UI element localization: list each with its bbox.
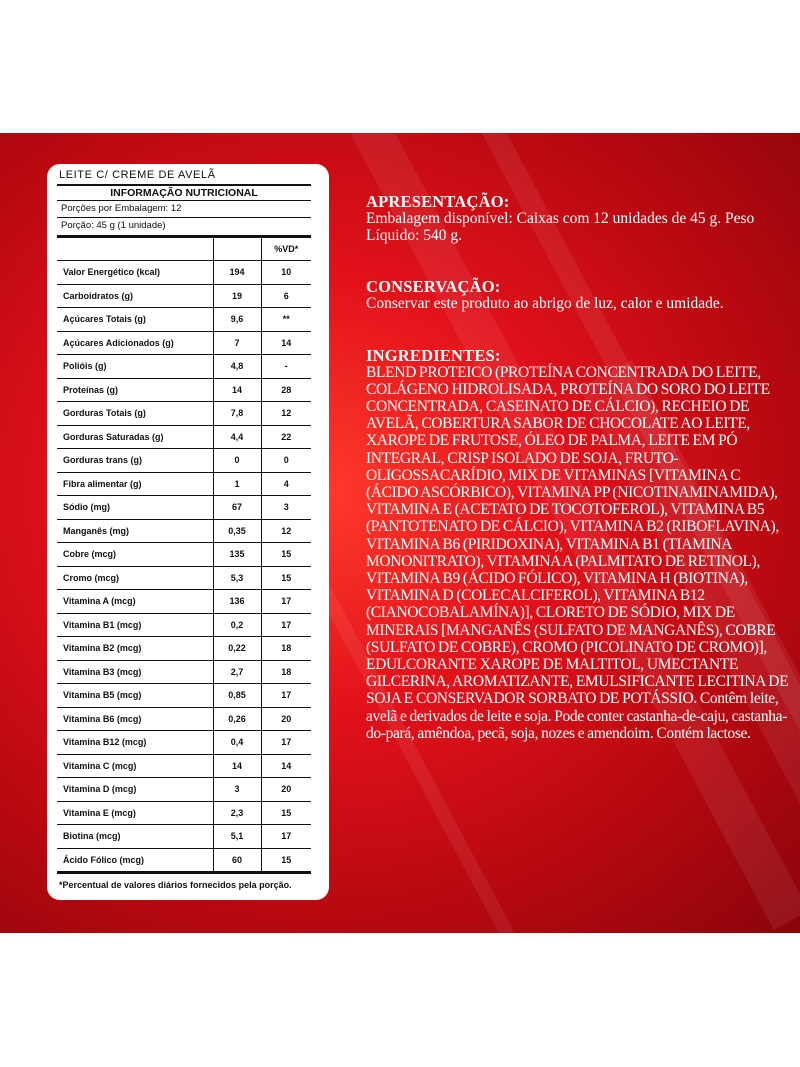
table-row <box>57 754 311 778</box>
nutrient-name: Gorduras Totais (g) <box>57 402 213 426</box>
nutrient-quantity: 136 <box>213 590 261 614</box>
nutrient-quantity: 0 <box>213 449 261 473</box>
nutrient-name: Vitamina A (mcg) <box>57 590 213 614</box>
nutrient-name: Cromo (mcg) <box>57 566 213 590</box>
conservation-text: Conservar este produto ao abrigo de luz, calor e umidade. <box>366 295 724 313</box>
table-row <box>57 707 311 731</box>
table-row <box>57 331 311 355</box>
nutrient-name: Fibra alimentar (g) <box>57 472 213 496</box>
nutrient-name: Vitamina B3 (mcg) <box>57 660 213 684</box>
servings-per-pack: Porções por Embalagem: 12 <box>57 201 311 218</box>
nutrient-quantity: 7,8 <box>213 402 261 426</box>
nutrient-quantity: 14 <box>213 378 261 402</box>
nutrient-daily-value: 15 <box>261 848 311 872</box>
nutrient-name: Ácido Fólico (mcg) <box>57 848 213 872</box>
nutrient-daily-value: 6 <box>261 284 311 308</box>
nutrient-name: Valor Energético (kcal) <box>57 261 213 285</box>
nutrient-name: Vitamina C (mcg) <box>57 754 213 778</box>
table-row <box>57 590 311 614</box>
nutrient-daily-value: 17 <box>261 613 311 637</box>
nutrient-quantity: 1 <box>213 472 261 496</box>
nutrient-daily-value: 14 <box>261 331 311 355</box>
table-row <box>57 543 311 567</box>
nutrient-name: Vitamina B12 (mcg) <box>57 731 213 755</box>
nutrient-name: Vitamina B6 (mcg) <box>57 707 213 731</box>
product-name: LEITE C/ CREME DE AVELÃ <box>59 169 216 181</box>
nutrient-quantity: 5,1 <box>213 825 261 849</box>
vd-header: %VD* <box>261 238 311 261</box>
nutrient-daily-value: 15 <box>261 801 311 825</box>
nutrient-name: Proteínas (g) <box>57 378 213 402</box>
nutrient-daily-value: 28 <box>261 378 311 402</box>
nutrient-quantity: 0,85 <box>213 684 261 708</box>
nutrient-quantity: 67 <box>213 496 261 520</box>
table-row <box>57 425 311 449</box>
nutrition-table-box <box>57 184 311 900</box>
table-row <box>57 684 311 708</box>
nutrient-quantity: 0,4 <box>213 731 261 755</box>
table-row <box>57 261 311 285</box>
nutrient-name: Sódio (mg) <box>57 496 213 520</box>
nutrient-quantity: 0,35 <box>213 519 261 543</box>
conservation-title: CONSERVAÇÃO: <box>366 277 501 297</box>
nutrient-daily-value: - <box>261 355 311 379</box>
table-row <box>57 496 311 520</box>
table-row <box>57 402 311 426</box>
nutrient-daily-value: ** <box>261 308 311 332</box>
nutrient-quantity: 0,26 <box>213 707 261 731</box>
nutrient-name: Açúcares Adicionados (g) <box>57 331 213 355</box>
nutrient-name: Vitamina D (mcg) <box>57 778 213 802</box>
nutrient-name: Gorduras trans (g) <box>57 449 213 473</box>
nutrient-quantity: 19 <box>213 284 261 308</box>
table-row <box>57 284 311 308</box>
table-row <box>57 660 311 684</box>
nutrient-name: Carboidratos (g) <box>57 284 213 308</box>
nutrient-quantity: 0,2 <box>213 613 261 637</box>
nutrient-quantity: 2,3 <box>213 801 261 825</box>
nutrient-name: Manganês (mg) <box>57 519 213 543</box>
nutrient-daily-value: 12 <box>261 402 311 426</box>
nutrient-daily-value: 20 <box>261 707 311 731</box>
nutrient-daily-value: 3 <box>261 496 311 520</box>
table-row <box>57 449 311 473</box>
nutrient-daily-value: 14 <box>261 754 311 778</box>
nutrient-daily-value: 18 <box>261 660 311 684</box>
nutrient-daily-value: 22 <box>261 425 311 449</box>
table-row <box>57 848 311 872</box>
nutrient-daily-value: 20 <box>261 778 311 802</box>
nutrient-name: Gorduras Saturadas (g) <box>57 425 213 449</box>
nutrient-daily-value: 15 <box>261 543 311 567</box>
nutrient-name: Vitamina B5 (mcg) <box>57 684 213 708</box>
table-row <box>57 825 311 849</box>
nutrition-table <box>57 237 311 872</box>
nutrient-quantity: 194 <box>213 261 261 285</box>
table-row <box>57 378 311 402</box>
footnote: *Percentual de valores diários fornecidos pela porção. <box>57 872 311 900</box>
nutrient-quantity: 4,4 <box>213 425 261 449</box>
table-row <box>57 778 311 802</box>
table-header-row <box>57 238 311 261</box>
nutrient-name: Açúcares Totais (g) <box>57 308 213 332</box>
presentation-text: Embalagem disponível: Caixas com 12 unidades de 45 g. Peso Líquido: 540 g. <box>366 210 755 245</box>
nutrient-daily-value: 17 <box>261 590 311 614</box>
nutrient-daily-value: 17 <box>261 684 311 708</box>
nutrient-daily-value: 10 <box>261 261 311 285</box>
nutrient-quantity: 2,7 <box>213 660 261 684</box>
ingredients-text: BLEND PROTEICO (PROTEÍNA CONCENTRADA DO LEITE, COLÁGENO HIDROLISADA, PROTEÍNA DO SORO DO LEITE CONCENTRADA, CASEINATO DE CÁLCIO), RECHEIO DE AVELÃ, COBERTURA SABOR DE CHOCOLATE AO LEITE, XAROPE DE FRUTOSE, ÓLEO DE PALMA, LEITE EM PÓ INTEGRAL, CRISP ISOLADO DE SOJA, FRUTO-OLIGOSSACARÍDIO, MIX DE VITAMINAS [VITAMINA C (ÁCIDO ASCÓRBICO), VITAMINA PP (NICOTINAMINAMIDA), VITAMINA E (ACETATO DE TOCOTOFEROL), VITAMINA B5 (PANTOTENATO DE CÁLCIO), VITAMINA B2 (RIBOFLAVINA), VITAMINA B6 (PIRIDOXINA), VITAMINA B1 (TIAMINA MONONITRATO), VITAMINA A (PALMITATO DE RETINOL), VITAMINA B9 (ÁCIDO FÓLICO), VITAMINA H (BIOTINA), VITAMINA D (COLECALCIFEROL), VITAMINA B12 (CIANOCOBALAMÍNA)], CLORETO DE SÓDIO, MIX DE MINERAIS [MANGANÊS (SULFATO DE MANGANÊS), COBRE (SULFATO DE COBRE), CROMO (PICOLINATO DE CROMO)], EDULCORANTE XAROPE DE MALTITOL, UMECTANTE GILCERINA, AROMATIZANTE, EMULSIFICANTE LECITINA DE SOJA E CONSERVADOR SORBATO DE POTÁSSIO. Contêm leite, avelã e derivados de leite e soja. Pode conter castanha-de-caju, castanha-do-pará, amêndoa, pecã, soja, nozes e amendoim. Contém lactose. <box>366 363 789 742</box>
nutrient-quantity: 135 <box>213 543 261 567</box>
table-row <box>57 566 311 590</box>
table-row <box>57 519 311 543</box>
table-row <box>57 637 311 661</box>
table-row <box>57 308 311 332</box>
nutrient-daily-value: 4 <box>261 472 311 496</box>
table-row <box>57 355 311 379</box>
nutrient-quantity: 9,6 <box>213 308 261 332</box>
nutrient-quantity: 4,8 <box>213 355 261 379</box>
nutrient-daily-value: 17 <box>261 825 311 849</box>
nutrient-name: Cobre (mcg) <box>57 543 213 567</box>
nutrient-quantity: 60 <box>213 848 261 872</box>
nutrient-name: Vitamina B2 (mcg) <box>57 637 213 661</box>
nutrient-quantity: 0,22 <box>213 637 261 661</box>
nutrient-daily-value: 15 <box>261 566 311 590</box>
table-row <box>57 731 311 755</box>
nutrient-name: Vitamina B1 (mcg) <box>57 613 213 637</box>
nutrient-daily-value: 12 <box>261 519 311 543</box>
presentation-title: APRESENTAÇÃO: <box>366 192 510 211</box>
nutrient-quantity: 5,3 <box>213 566 261 590</box>
nutrient-quantity: 14 <box>213 754 261 778</box>
nutrient-quantity: 3 <box>213 778 261 802</box>
nutrition-title: INFORMAÇÃO NUTRICIONAL <box>57 186 311 201</box>
portion-size: Porção: 45 g (1 unidade) <box>57 218 311 237</box>
table-row <box>57 472 311 496</box>
nutrient-daily-value: 17 <box>261 731 311 755</box>
nutrient-name: Polióis (g) <box>57 355 213 379</box>
ingredients-title: INGREDIENTES: <box>366 345 501 365</box>
nutrient-name: Biotina (mcg) <box>57 825 213 849</box>
nutrition-facts-panel <box>57 167 311 900</box>
nutrient-daily-value: 18 <box>261 637 311 661</box>
nutrient-daily-value: 0 <box>261 449 311 473</box>
table-row <box>57 801 311 825</box>
product-info-column <box>366 193 792 742</box>
nutrient-name: Vitamina E (mcg) <box>57 801 213 825</box>
table-row <box>57 613 311 637</box>
nutrient-quantity: 7 <box>213 331 261 355</box>
